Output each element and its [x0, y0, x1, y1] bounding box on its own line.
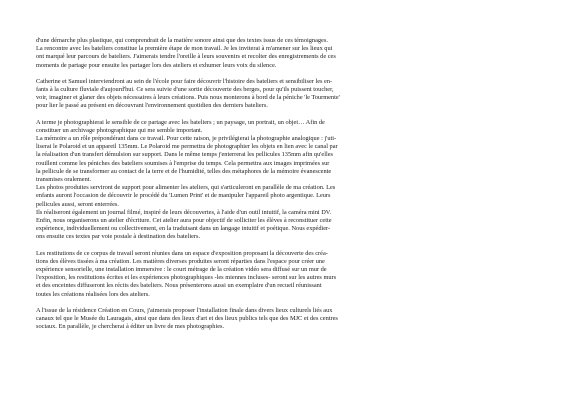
text-line: constituer un archivage photographique qui me semble important.	[36, 126, 203, 134]
text-line: expérience sensorielle, une installation immersive : le court métrage de la création vidéo sera diffusé sur un mur de	[36, 266, 327, 274]
text-line: Ils réaliseront également un journal filmé, inspiré de leurs découvertes, à l'aide d'un outil intuitif, la caméra mini DV.	[36, 208, 332, 216]
text-line: pour lier le passé au présent en découvrant l'environnement quotidien des derniers bateliers.	[36, 102, 268, 110]
text-line: voir, imaginer et glaner des objets nécessaires à leurs créations. Puis nous monterons à bord de la péniche 'le Tourmente'	[36, 94, 340, 102]
text-line: expérience, individuellement ou collectivement, en la traduisant dans un langage intuitif et poétique. Nous expédier-	[36, 225, 331, 233]
text-line: enfants auront l'occasion de découvrir le procédé du 'Lumen Print' et de manipuler l'appareil photo argentique. Leurs	[36, 192, 331, 200]
text-line: la réalisation d'un transfert démulsion sur support. Dans le même temps j'enterrerai les pellicules 135mm afin qu'elles	[36, 151, 333, 159]
paragraph-school-intervention	[36, 78, 556, 111]
text-line: canaux tel que le Musée du Lauragais, ainsi que dans des lieux d'art et des lieux publics tels que des MJC et des centres	[36, 315, 338, 323]
text-line: l'exposition, les restitutions écrites et les expériences photographiques -les miennes incluses- seront sur les autres murs	[36, 274, 337, 282]
text-line: La rencontre avec les bateliers constitue la première étape de mon travail. Je les inviterai à m'amener sur les lieux qui	[36, 45, 333, 53]
text-line: d'une démarche plus plastique, qui comprendrait de la matière sonore ainsi que des textes issus de ces témoignages.	[36, 37, 328, 44]
text-line: moments de partage pour ensuite les partager lors des ateliers et exhumer leurs voix du silence.	[36, 61, 277, 69]
text-line: La mémoire a un rôle prépondérant dans ce travail. Pour cette raison, je privilégierai la photographie analogique : j'uti-	[36, 135, 337, 143]
text-line: liserai le Polaroid et un appareil 135mm. Le Polaroid me permettra de photographier les objets en lien avec le canal par	[36, 143, 338, 151]
text-line: ont marqué leur parcours de bateliers. J'aimerais tendre l'oreille à leurs souvenirs et recolter des enregistrements de ces	[36, 53, 336, 61]
text-line: rouillent comme les péniches des bateliers soumises à l'emprise du temps. Cela permettra aux images imprimées sur	[36, 159, 330, 167]
paragraph-exhibition	[36, 250, 556, 299]
text-line: transmises oralement.	[36, 176, 92, 184]
text-line: pellicules aussi, seront enterrées.	[36, 200, 119, 208]
text-line: Les restitutions de ce corpus de travail seront réunies dans un espace d'exposition proposant la découverte des créa-	[36, 249, 328, 257]
text-line: ons ensuite ces textes par voie postale à destination des bateliers.	[36, 233, 201, 241]
text-line: sociaux. En parallèle, je chercherai à éditer un livre de mes photographies.	[36, 323, 225, 331]
text-line: A terme je photographierai le sensible de ce partage avec les bateliers ; un paysage, un portrait, un objet… Afin de	[36, 118, 325, 126]
paragraph-final-installation	[36, 307, 556, 332]
text-line: tions des élèves tissées à ma création. Les matières diverses produites seront réparties dans l'espace pour créer une	[36, 257, 325, 265]
paragraph-photography	[36, 119, 556, 242]
text-line: et des enceintes diffuseront les récits des bateliers. Nous présenterons aussi un exemplaire d'un recueil réunissant	[36, 282, 322, 290]
text-line: Les photos produites serviront de support pour alimenter les ateliers, qui s'articuleront en parallèle de ma création. Les	[36, 184, 336, 192]
paragraph-testimonies	[36, 37, 556, 70]
text-line: la pellicule de se transformer au contact de la terre et de l'humidité, telles des métaphores de la mémoire évanescente	[36, 167, 332, 175]
document-page	[36, 37, 556, 340]
text-line: fants à la culture fluviale d'aujourd'hui. Ce sera suivie d'une sortie découverte des berges, pour qu'ils puissent toucher,	[36, 86, 334, 94]
text-line: Catherine et Samuel interviendront au sein de l'école pour faire découvrir l'histoire des bateliers et sensibiliser les en-	[36, 77, 333, 85]
text-line: toutes les créations réalisées lors des ateliers.	[36, 290, 150, 298]
text-line: Enfin, nous organiserons un atelier d'écriture. Cet atelier aura pour objectif de solliciter les élèves à reconstituer cette	[36, 217, 332, 225]
text-line: A l'issue de la résidence Création en Cours, j'aimerais proposer l'installation finale dans divers lieux culturels liés aux	[36, 306, 333, 314]
